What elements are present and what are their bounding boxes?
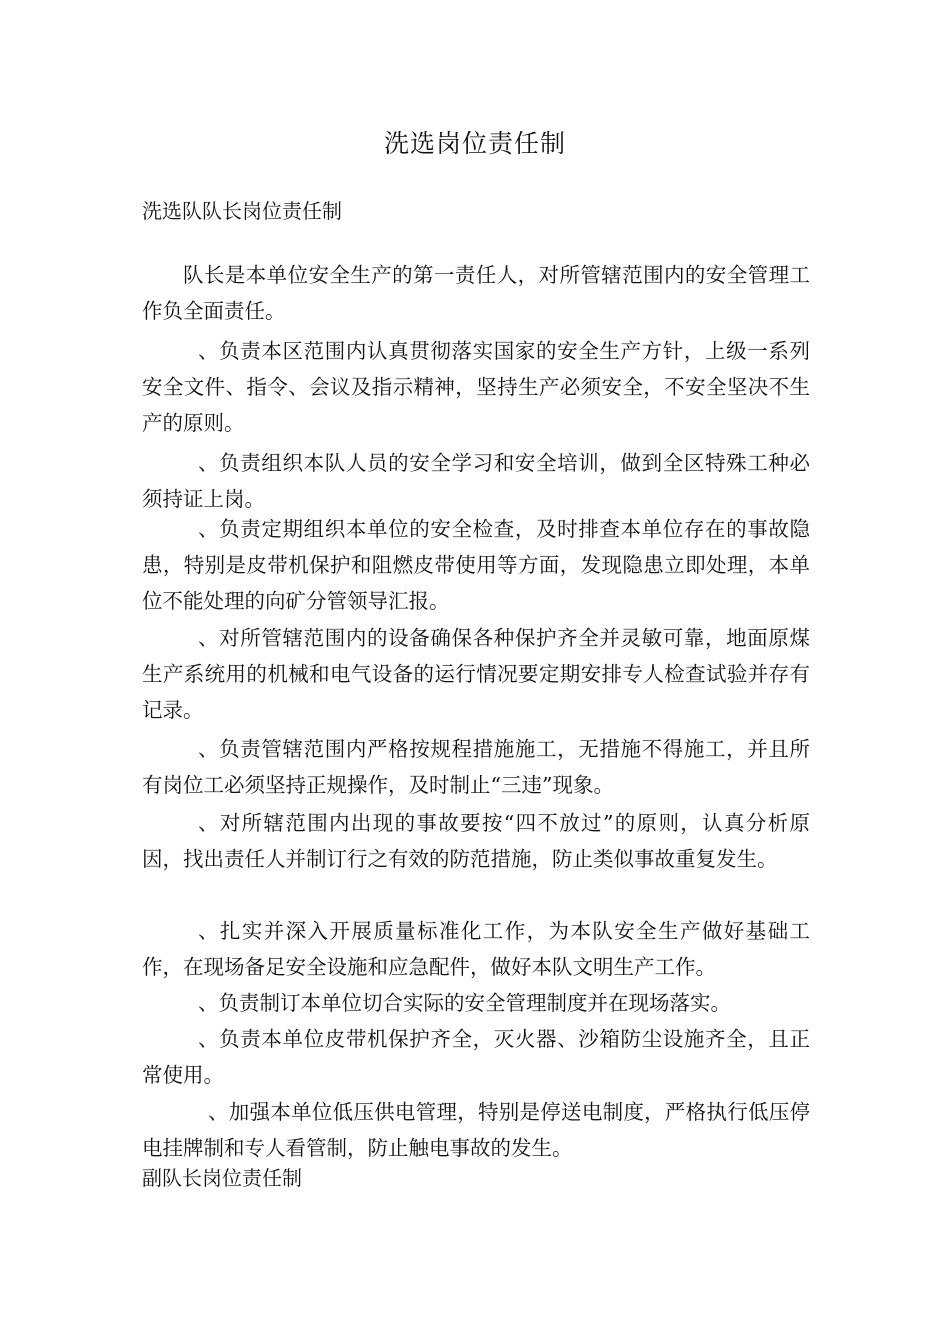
paragraph-item-3: 、负责定期组织本单位的安全检查，及时排查本单位存在的事故隐患，特别是皮带机保护和阻燃皮带使用等方面，发现隐患立即处理，本单位不能处理的向矿分管领导汇报。 [142, 517, 810, 613]
paragraph-item-8: 、负责制订本单位切合实际的安全管理制度并在现场落实。 [198, 991, 731, 1015]
paragraph-item-4: 、对所管辖范围内的设备确保各种保护齐全并灵敏可靠，地面原煤生产系统用的机械和电气设备的运行情况要定期安排专人检查试验并存有记录。 [142, 626, 810, 722]
paragraph-item-5: 、负责管辖范围内严格按规程措施施工，无措施不得施工，并且所有岗位工必须坚持正规操作，及时制止“三违”现象。 [142, 737, 810, 797]
paragraph-item-6: 、对所辖范围内出现的事故要按“四不放过”的原则，认真分析原因，找出责任人并制订行之有效的防范措施，防止类似事故重复发生。 [142, 811, 810, 871]
section-heading-team-leader: 洗选队队长岗位责任制 [142, 199, 342, 223]
section-heading-deputy-leader: 副队长岗位责任制 [142, 1166, 302, 1190]
paragraph-item-9: 、负责本单位皮带机保护齐全，灭火器、沙箱防尘设施齐全，且正常使用。 [142, 1027, 810, 1087]
document-title: 洗选岗位责任制 [383, 129, 566, 158]
paragraph-intro: 队长是本单位安全生产的第一责任人，对所管辖范围内的安全管理工作负全面责任。 [142, 263, 810, 323]
paragraph-item-2: 、负责组织本队人员的安全学习和安全培训，做到全区特殊工种必须持证上岗。 [142, 451, 810, 511]
paragraph-item-7: 、扎实并深入开展质量标准化工作，为本队安全生产做好基础工作，在现场备足安全设施和应急配件，做好本队文明生产工作。 [142, 919, 810, 979]
paragraph-item-10: 、加强本单位低压供电管理，特别是停送电制度，严格执行低压停电挂牌制和专人看管制，防止触电事故的发生。 [142, 1100, 810, 1160]
paragraph-item-1: 、负责本区范围内认真贯彻落实国家的安全生产方针，上级一系列安全文件、指令、会议及指示精神，坚持生产必须安全，不安全坚决不生产的原则。 [142, 339, 810, 435]
